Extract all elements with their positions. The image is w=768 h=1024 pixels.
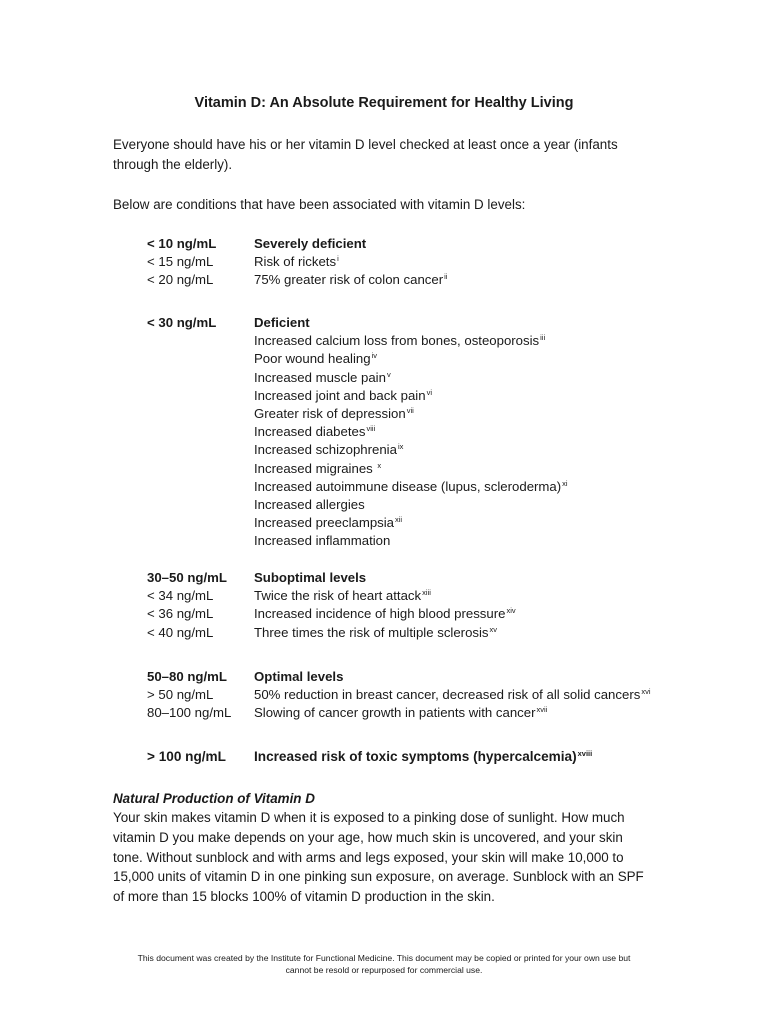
footer-note xyxy=(0,952,768,976)
level-value: < 40 ng/mL xyxy=(147,624,214,640)
footnote-ref: vi xyxy=(426,387,432,397)
condition-text: Risk of rickets xyxy=(254,254,337,270)
condition-text: Three times the risk of multiple sclerosis xyxy=(254,624,489,640)
intro-paragraph: Everyone should have his or her vitamin D level checked at least once a year (infants through the elderly). xyxy=(113,137,618,172)
condition-row xyxy=(147,369,667,387)
level-value: > 50 ng/mL xyxy=(147,687,214,703)
condition-cell xyxy=(254,496,365,514)
footnote-ref: xiii xyxy=(422,588,431,598)
condition-text: Greater risk of depression xyxy=(254,405,406,421)
condition-cell xyxy=(254,460,381,478)
condition-cell xyxy=(254,350,377,368)
condition-cell xyxy=(254,686,650,704)
condition-text: Optimal levels xyxy=(254,669,344,684)
level-value: 50–80 ng/mL xyxy=(147,669,227,684)
level-group-deficient xyxy=(147,314,667,550)
condition-cell xyxy=(254,441,403,459)
level-value xyxy=(147,369,254,387)
condition-row xyxy=(147,405,667,423)
footnote-ref: xiv xyxy=(506,606,516,616)
footnote-ref: xviii xyxy=(577,749,593,758)
condition-text: Increased calcium loss from bones, osteoporosis xyxy=(254,333,540,349)
footnote-ref: viii xyxy=(366,424,376,434)
level-group-toxic xyxy=(147,748,667,766)
condition-text: Increased schizophrenia xyxy=(254,442,397,458)
condition-text: Increased incidence of high blood pressure xyxy=(254,606,506,622)
condition-text: Increased preeclampsia xyxy=(254,515,395,531)
footnote-ref: x xyxy=(377,460,382,470)
footnote-ref: v xyxy=(386,369,391,379)
level-value: < 30 ng/mL xyxy=(147,315,217,330)
condition-row xyxy=(147,350,667,368)
condition-cell xyxy=(254,271,447,289)
level-value xyxy=(147,514,254,532)
condition-row xyxy=(147,624,667,642)
condition-row xyxy=(147,686,667,704)
condition-cell xyxy=(254,314,310,332)
condition-row xyxy=(147,605,667,623)
footer-line-1: This document was created by the Institute for Functional Medicine. This document may be copied or printed for your own use but xyxy=(137,953,631,963)
condition-row xyxy=(147,748,667,766)
level-value xyxy=(147,532,254,550)
condition-row xyxy=(147,332,667,350)
footnote-ref: xvi xyxy=(641,687,651,697)
level-value xyxy=(147,405,254,423)
condition-row xyxy=(147,478,667,496)
condition-row xyxy=(147,668,667,686)
level-value: 30–50 ng/mL xyxy=(147,570,227,585)
condition-row xyxy=(147,460,667,478)
condition-cell xyxy=(254,478,568,496)
condition-text: Increased migraines xyxy=(254,460,377,476)
condition-row xyxy=(147,271,667,289)
condition-row xyxy=(147,253,667,271)
level-value xyxy=(147,478,254,496)
condition-cell xyxy=(254,369,391,387)
condition-text: Increased muscle pain xyxy=(254,369,386,385)
level-group-optimal xyxy=(147,668,667,723)
footnote-ref: iii xyxy=(540,333,546,343)
condition-row xyxy=(147,569,667,587)
condition-text: Suboptimal levels xyxy=(254,570,367,585)
condition-cell xyxy=(254,704,547,722)
level-value: < 34 ng/mL xyxy=(147,588,214,604)
footnote-ref: ii xyxy=(444,272,448,282)
condition-row xyxy=(147,587,667,605)
footer-line-2: cannot be resold or repurposed for commercial use. xyxy=(285,965,483,975)
condition-text: Slowing of cancer growth in patients with cancer xyxy=(254,705,536,721)
level-group-suboptimal xyxy=(147,569,667,642)
condition-cell xyxy=(254,514,402,532)
condition-cell xyxy=(254,587,431,605)
condition-text: Increased diabetes xyxy=(254,424,366,440)
level-group-severely-deficient xyxy=(147,235,667,290)
footnote-ref: vii xyxy=(406,405,414,415)
condition-text: 50% reduction in breast cancer, decreased risk of all solid cancers xyxy=(254,687,641,703)
condition-row xyxy=(147,704,667,722)
lead-paragraph: Below are conditions that have been associated with vitamin D levels: xyxy=(113,197,526,212)
condition-text: Deficient xyxy=(254,315,310,330)
condition-row xyxy=(147,441,667,459)
condition-cell xyxy=(254,748,592,766)
condition-cell xyxy=(254,253,339,271)
condition-cell xyxy=(254,668,343,686)
level-value: < 36 ng/mL xyxy=(147,606,214,622)
footnote-ref: xvii xyxy=(536,705,548,715)
condition-row xyxy=(147,496,667,514)
level-value xyxy=(147,387,254,405)
condition-text: Poor wound healing xyxy=(254,351,371,367)
footnote-ref: xii xyxy=(395,515,403,525)
condition-row xyxy=(147,235,667,253)
condition-text: Increased inflammation xyxy=(254,533,391,549)
condition-cell xyxy=(254,605,516,623)
level-value xyxy=(147,332,254,350)
condition-cell xyxy=(254,332,545,350)
document-title: Vitamin D: An Absolute Requirement for Healthy Living xyxy=(194,95,574,111)
condition-text: Increased allergies xyxy=(254,496,365,512)
condition-text: Increased autoimmune disease (lupus, scleroderma) xyxy=(254,478,562,494)
condition-row xyxy=(147,314,667,332)
condition-cell xyxy=(254,405,414,423)
condition-text: 75% greater risk of colon cancer xyxy=(254,272,444,288)
footnote-ref: xi xyxy=(562,478,568,488)
level-value: > 100 ng/mL xyxy=(147,749,226,764)
section-heading: Natural Production of Vitamin D xyxy=(113,791,315,806)
condition-row xyxy=(147,514,667,532)
condition-row xyxy=(147,423,667,441)
condition-cell xyxy=(254,423,375,441)
level-value: 80–100 ng/mL xyxy=(147,705,232,721)
level-value xyxy=(147,350,254,368)
level-value: < 10 ng/mL xyxy=(147,236,217,251)
footnote-ref: xv xyxy=(489,624,498,634)
condition-text: Twice the risk of heart attack xyxy=(254,588,422,604)
condition-row xyxy=(147,387,667,405)
section-body: Your skin makes vitamin D when it is exposed to a pinking dose of sunlight. How much vitamin D you make depends on your age, how much skin is uncovered, and your skin tone. Without sunblock and with arms and legs exposed, your skin will make 10,000 to 15,000 units of vitamin D in one pinking sun exposure, on average. Sunblock with an SPF of more than 15 blocks 100% of vitamin D production in the skin. xyxy=(113,810,644,905)
footnote-ref: iv xyxy=(371,351,377,361)
condition-text: Severely deficient xyxy=(254,236,367,251)
condition-cell xyxy=(254,387,432,405)
condition-text: Increased risk of toxic symptoms (hypercalcemia) xyxy=(254,749,577,764)
condition-text: Increased joint and back pain xyxy=(254,387,426,403)
condition-cell xyxy=(254,235,366,253)
condition-cell xyxy=(254,532,390,550)
condition-cell xyxy=(254,624,497,642)
footnote-ref: ix xyxy=(397,442,404,452)
level-value xyxy=(147,423,254,441)
condition-cell xyxy=(254,569,366,587)
level-value: < 20 ng/mL xyxy=(147,272,214,288)
level-value xyxy=(147,441,254,459)
level-value xyxy=(147,460,254,478)
level-value: < 15 ng/mL xyxy=(147,254,214,270)
condition-row xyxy=(147,532,667,550)
level-value xyxy=(147,496,254,514)
footnote-ref: i xyxy=(337,254,339,264)
